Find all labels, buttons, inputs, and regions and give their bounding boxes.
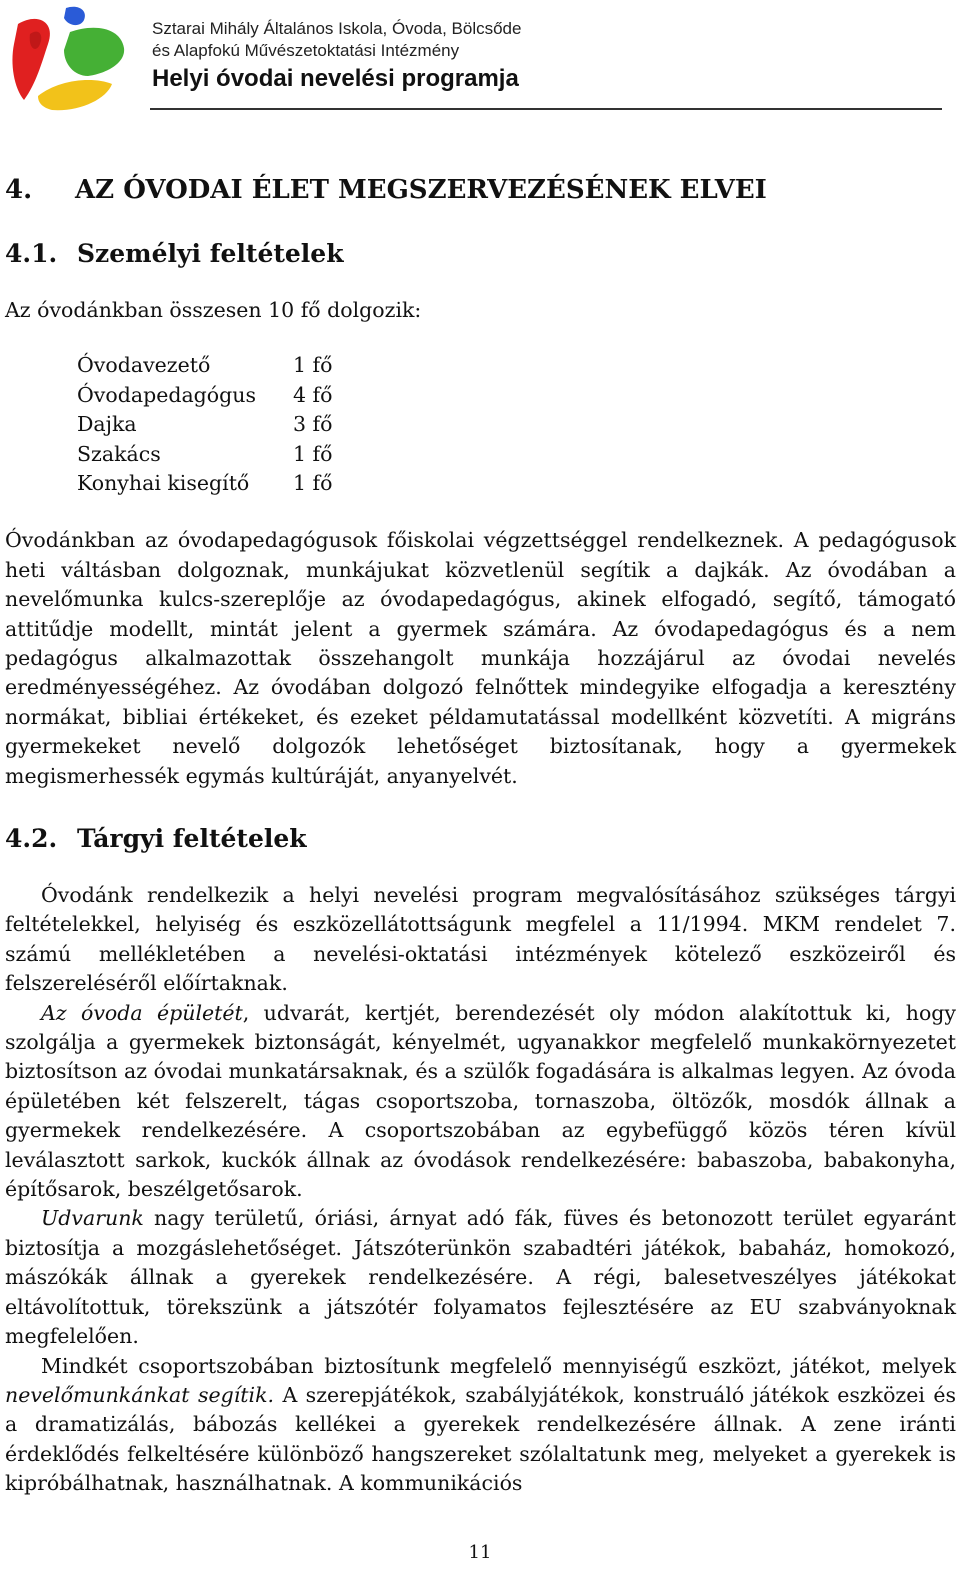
staff-row [77, 469, 956, 498]
paragraph-text: A szerepjátékok, szabályjátékok, konstruáló játékok eszközei és a dramatizálás, bábozás kellékei a gyerekek rendelkezésére állnak. A zene iránti érdeklődés felkeltésére különböző hangszereket szólaltatunk meg, melyeket a gyerekek is kipróbálhatnak, használhatnak. A kommunikációs [5, 1382, 956, 1496]
page-header [0, 0, 960, 120]
staff-count: 1 fő [293, 470, 333, 495]
material-paragraph-4 [5, 1352, 956, 1499]
document-title: Helyi óvodai nevelési programja [152, 65, 519, 92]
staff-row [77, 381, 956, 410]
staff-role: Óvodapedagógus [77, 382, 256, 407]
paragraph-text: Mindkét csoportszobában biztosítunk megfelelő mennyiségű eszközt, játékot, melyek [41, 1353, 956, 1378]
paragraph-text: nagy területű, óriási, árnyat adó fák, füves és betonozott terület egyaránt biztosítja a mozgáslehetőséget. Játszóterünkön szabadtéri játékok, babaház, homokozó, mászókák állnak a gyerekek rendelkezésére. A régi, balesetveszélyes játékokat eltávolítottuk, törekszünk a játszótér folyamatos fejlesztésére az EU szabványoknak megfelelően. [5, 1206, 956, 1349]
staff-row [77, 351, 956, 380]
header-text [152, 18, 521, 94]
staff-count: 3 fő [293, 412, 333, 437]
staff-role: Szakács [77, 441, 161, 466]
staff-row [77, 410, 956, 439]
staff-list [77, 351, 956, 498]
staff-role: Óvodavezető [77, 353, 211, 378]
chapter-number: 4. [5, 175, 33, 205]
staff-row [77, 440, 956, 469]
school-logo [8, 4, 128, 116]
staff-count: 1 fő [293, 441, 333, 466]
school-name-line2: és Alapfokú Művészetoktatási Intézmény [152, 41, 460, 60]
staff-count: 1 fő [293, 353, 333, 378]
page-content [5, 170, 956, 1499]
section-title: Tárgyi feltételek [77, 824, 307, 854]
material-paragraph-1: Óvodánk rendelkezik a helyi nevelési program megvalósításához szükséges tárgyi feltételekkel, helyiség és eszközellátottságunk megfelel a 11/1994. MKM rendelet 7. számú mellékletében a nevelési-oktatási intézmények kötelező eszközeiről és felszereléséről előírtaknak. [5, 883, 956, 996]
emphasis-text: nevelőmunkánkat segítik. [5, 1382, 275, 1407]
emphasis-text: Az óvoda épületét [41, 1000, 243, 1025]
staff-intro: Az óvodánkban összesen 10 fő dolgozik: [5, 298, 422, 322]
paragraph-text: , udvarát, kertjét, berendezését oly módon alakítottuk ki, hogy szolgálja a gyermekek biztonságát, kényelmét, ugyanakkor megfelelő munkakörnyezetet biztosítson az óvodai munkatársaknak, és a szülők fogadására is alkalmas legyen. Az óvoda épületében két felszerelt, tágas csoportszoba, tornaszoba, öltözők, mosdók állnak a gyermekek rendelkezésére. A csoportszobában az egybefüggő közös téren kívül leválasztott sarkok, kuckók állnak az óvodások rendelkezésére: babaszoba, babakonyha, építősarok, beszélgetősarok. [5, 1000, 956, 1202]
staff-role: Dajka [77, 412, 137, 437]
section-heading-material [5, 819, 956, 859]
section-number: 4.2. [5, 824, 58, 854]
material-paragraph-2 [5, 999, 956, 1205]
header-divider [150, 108, 942, 110]
material-paragraph-3 [5, 1204, 956, 1351]
staff-count: 4 fő [293, 382, 333, 407]
personal-conditions-paragraph: Óvodánkban az óvodapedagógusok főiskolai végzettséggel rendelkeznek. A pedagógusok heti váltásban dolgoznak, munkájukat közvetlenül segítik a dajkák. Az óvodában a nevelőmunka kulcs-szereplője az óvodapedagógus, akinek elfogadó, segítő, támogató attitűdje modellt, mintát jelent a gyermek számára. Az óvodapedagógus és a nem pedagógus alkalmazottak összehangolt munkája hozzájárul az óvodai nevelés eredményességéhez. Az óvodában dolgozó felnőttek mindegyike elfogadja a keresztény normákat, bibliai értékeket, és ezeket példamutatással modellként közvetíti. A migráns gyermekeket nevelő dolgozók lehetőséget biztosítanak, hogy a gyermekek megismerhessék egymás kultúráját, anyanyelvét. [5, 528, 956, 788]
emphasis-text: Udvarunk [41, 1206, 144, 1231]
chapter-title: AZ ÓVODAI ÉLET MEGSZERVEZÉSÉNEK ELVEI [75, 175, 767, 205]
section-number: 4.1. [5, 239, 58, 268]
page-number: 11 [468, 1542, 492, 1563]
section-heading-personal [5, 234, 956, 274]
section-title: Személyi feltételek [77, 239, 344, 268]
staff-role: Konyhai kisegítő [77, 470, 250, 495]
school-name-line1: Sztarai Mihály Általános Iskola, Óvoda, Bölcsőde [152, 19, 522, 38]
chapter-heading [5, 170, 956, 210]
